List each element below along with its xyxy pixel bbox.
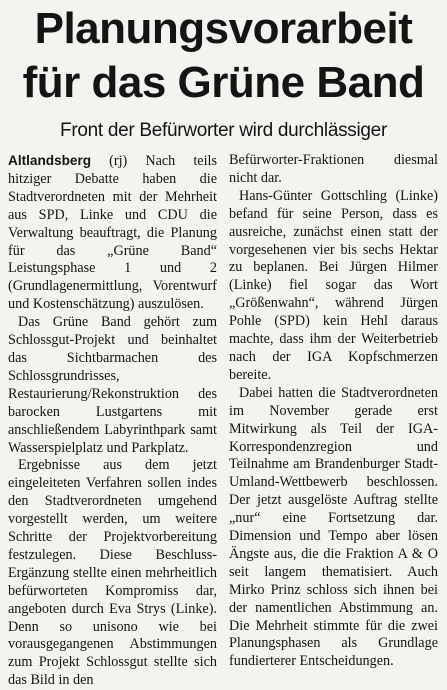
headline-line-2: für das Grüne Band: [22, 58, 425, 107]
paragraph-1-text: (rj) Nach teils hitziger Debatte haben die Stadtverordneten mit der Mehrheit aus SPD, Linke und CDU die Verwaltung beauftragt, die Planung für das „Grüne Band“ Leistungsphase 1 und 2 (Grundlagenermittlung, Vorentwurf und Kostenschätzung) auszulösen.: [8, 153, 217, 313]
headline-line-1: Planungsvorarbeit: [34, 4, 413, 53]
paragraph-5: Dabei hatten die Stadtverordneten im November gerade erst Mitwirkung als Teil der IGA-Korrespondenzregion und Teilnahme am Brandenburger Stadt-Umland-Wettbewerb beschlossen. Der jetzt ausgelöste Auftrag stellte „nur“ eine Fortsetzung dar. Dimension und Tempo aber lösen Ängste aus, die die Fraktion A & O seit langem thematisiert. Auch Mirko Prinz schloss sich ihnen bei der namentlichen Abstimmung an. Die Mehrheit stimmte für die zwei Planungsphasen als Grundlage fundierterer Entscheidungen.: [229, 384, 438, 670]
paragraph-3: Ergebnisse aus dem jetzt eingeleiteten Verfahren sollen indes den Stadtverordneten umgehend vorgestellt werden, um weitere Schritte der Projektvorbereitung festzulegen. Diese Beschluss-Ergänzung stellte einen mehrheitlich befürworteten Kompromiss dar, angeboten durch Eva Strys (Linke). Denn so unisono wie bei vorausgegangenen Abstimmungen zum Projekt Schlossgut stellte sich das Bild in den: [8, 457, 217, 689]
column-left: [8, 152, 217, 690]
subtitle: Front der Befürworter wird durchlässiger: [60, 120, 387, 141]
dateline: Altlandsberg: [8, 153, 92, 168]
paragraph-2: Das Grüne Band gehört zum Schlossgut-Projekt und beinhaltet das Sichtbarmachen des Schlossgrundrisses, Restaurierung/Rekonstruktion des barocken Lustgartens mit anschließendem Labyrinthpark samt Wasserspielplatz und Parkplatz.: [8, 314, 217, 456]
paragraph-1: [8, 152, 217, 314]
paragraph-3-continued: Befürworter-Fraktionen diesmal nicht dar.: [229, 152, 438, 186]
paragraph-4: Hans-Günter Gottschling (Linke) befand für seine Person, dass es ausreiche, zunächst einen statt der vorgesehenen vier bis sechs Hektar zu beplanen. Bei Jürgen Hilmer (Linke) fiel sogar das Wort „Größenwahn“, während Jürgen Pohle (SPD) kein Hehl daraus machte, dass ihm der Weiterbetrieb nach der IGA Kopfschmerzen bereite.: [229, 187, 438, 383]
article-body: [8, 152, 439, 690]
column-right: [229, 152, 438, 690]
headline: [8, 0, 439, 110]
